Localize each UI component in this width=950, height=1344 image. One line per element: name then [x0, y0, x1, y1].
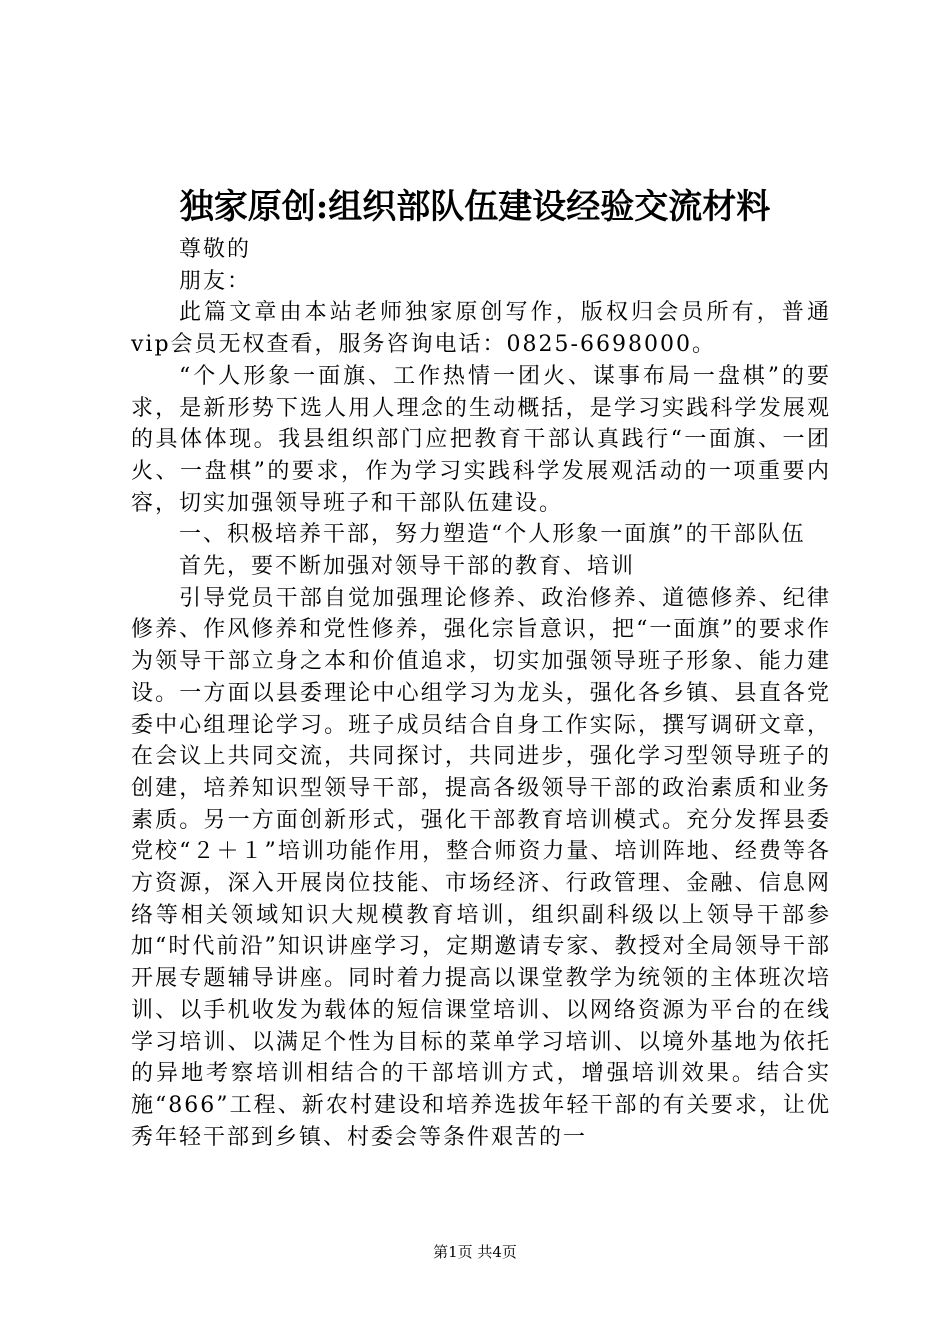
subsection-heading-1: 首先，要不断加强对领导干部的教育、培训: [179, 554, 636, 580]
paragraph-salutation-2: 朋友：: [179, 268, 252, 294]
page-footer: 第1页 共4页: [433, 1243, 517, 1261]
paragraph-body-1: 引导党员干部自觉加强理论修养、政治修养、道德修养、纪律修养、作风修养和党性修养，强化宗旨意识，把“一面旗”的要求作为领导干部立身之本和价值追求，切实加强领导班子形象、能力建设。一方面以县委理论中心组学习为龙头，强化各乡镇、县直各党委中心组理论学习。班子成员结合自身工作实际，撰写调研文章，在会议上共同交流，共同探讨，共同进步，强化学习型领导班子的创建，培养知识型领导干部，提高各级领导干部的政治素质和业务素质。另一方面创新形式，强化干部教育培训模式。充分发挥县委党校“２＋１”培训功能作用，整合师资力量、培训阵地、经费等各方资源，深入开展岗位技能、市场经济、行政管理、金融、信息网络等相关领域知识大规模教育培训，组织副科级以上领导干部参加“时代前沿”知识讲座学习，定期邀请专家、教授对全局领导干部开展专题辅导讲座。同时着力提高以课堂教学为统领的主体班次培训、以手机收发为载体的短信课堂培训、以网络资源为平台的在线学习培训、以满足个性为目标的菜单学习培训、以境外基地为依托的异地考察培训相结合的干部培训方式，增强培训效果。结合实施“866”工程、新农村建设和培养选拔年轻干部的有关要求，让优秀年轻干部到乡镇、村委会等条件艰苦的一: [131, 585, 831, 1150]
document-body: [131, 234, 831, 1153]
paragraph-copyright-notice: 此篇文章由本站老师独家原创写作，版权归会员所有，普通vip会员无权查看，服务咨询电话：0825-6698000。: [131, 300, 831, 358]
paragraph-salutation-1: 尊敬的: [179, 237, 252, 262]
section-heading-1: 一、积极培养干部，努力塑造“个人形象一面旗”的干部队伍: [179, 522, 806, 548]
document-title: 独家原创:组织部队伍建设经验交流材料: [179, 187, 771, 227]
paragraph-intro: “个人形象一面旗、工作热情一团火、谋事布局一盘棋”的要求，是新形势下选人用人理念的生动概括，是学习实践科学发展观的具体体现。我县组织部门应把教育干部认真践行“一面旗、一团火、一盘棋”的要求，作为学习实践科学发展观活动的一项重要内容，切实加强领导班子和干部队伍建设。: [131, 363, 831, 516]
